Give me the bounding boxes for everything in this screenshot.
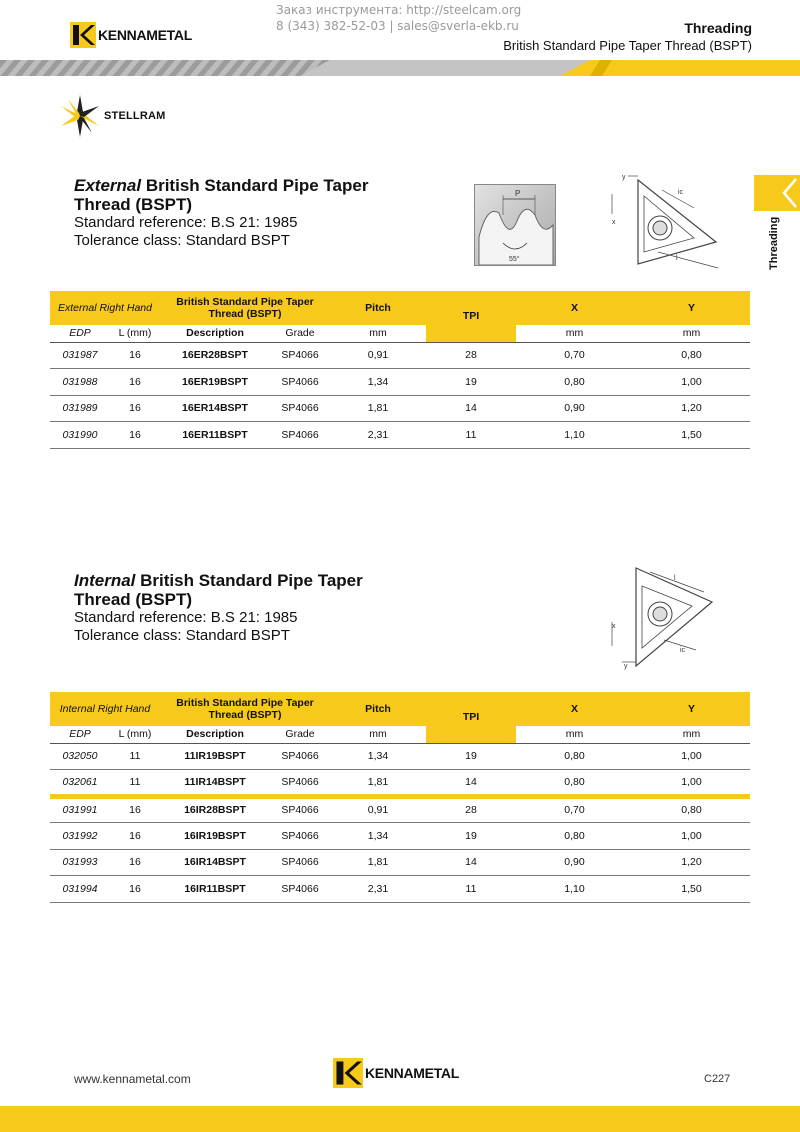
footer-kennametal-logo <box>333 1058 459 1088</box>
page-category: Threading <box>684 20 752 36</box>
cell-pitch: 1,34 <box>330 743 426 770</box>
internal-title: Internal British Standard Pipe Taper <box>74 571 363 590</box>
footer-website-link[interactable]: www.kennametal.com <box>74 1072 191 1086</box>
cell-tpi: 28 <box>426 342 516 369</box>
sub-header-grade: Grade <box>270 325 330 342</box>
page-number: C227 <box>704 1073 731 1085</box>
table-row <box>50 770 750 797</box>
cell-x: 0,80 <box>516 743 633 770</box>
cell-description: 16ER14BSPT <box>160 395 270 422</box>
cell-grade: SP4066 <box>270 796 330 823</box>
cell-x: 1,10 <box>516 422 633 449</box>
cell-y: 0,80 <box>633 342 750 369</box>
cell-tpi: 11 <box>426 422 516 449</box>
cell-pitch: 0,91 <box>330 342 426 369</box>
col-header-x: X <box>516 291 633 325</box>
cell-edp: 031990 <box>50 422 110 449</box>
col-header-description: British Standard Pipe Taper Thread (BSPT) <box>160 692 330 726</box>
external-insert-diagram <box>598 172 728 272</box>
sub-header-pitch-unit: mm <box>330 726 426 743</box>
cell-y: 1,20 <box>633 395 750 422</box>
cell-tpi: 19 <box>426 823 516 850</box>
diagram-label-x: x <box>612 219 616 226</box>
sub-header-edp: EDP <box>50 726 110 743</box>
cell-edp: 031991 <box>50 796 110 823</box>
cell-x: 0,90 <box>516 395 633 422</box>
cell-l: 16 <box>110 369 160 396</box>
external-reference: Standard reference: B.S 21: 1985 <box>74 214 298 231</box>
cell-edp: 031992 <box>50 823 110 850</box>
cell-grade: SP4066 <box>270 876 330 903</box>
table-row <box>50 796 750 823</box>
thread-profile-image <box>474 184 556 266</box>
cell-pitch: 1,81 <box>330 770 426 797</box>
external-table <box>50 291 750 449</box>
internal-reference: Standard reference: B.S 21: 1985 <box>74 609 298 626</box>
cell-edp: 031987 <box>50 342 110 369</box>
col-header-tpi: TPI <box>426 692 516 743</box>
cell-pitch: 2,31 <box>330 876 426 903</box>
watermark-line-2: 8 (343) 382-52-03 | sales@sverla-ekb.ru <box>276 19 519 33</box>
sub-header-pitch-unit: mm <box>330 325 426 342</box>
cell-y: 1,00 <box>633 743 750 770</box>
diagram-label-l: l <box>674 575 676 582</box>
external-title-line2: Thread (BSPT) <box>74 195 193 214</box>
sub-header-grade: Grade <box>270 726 330 743</box>
external-tolerance: Tolerance class: Standard BSPT <box>74 232 290 249</box>
diagram-label-l: l <box>676 255 678 262</box>
internal-tolerance: Tolerance class: Standard BSPT <box>74 627 290 644</box>
cell-edp: 031993 <box>50 849 110 876</box>
table-row <box>50 743 750 770</box>
cell-grade: SP4066 <box>270 422 330 449</box>
internal-insert-diagram <box>600 566 720 670</box>
cell-l: 16 <box>110 876 160 903</box>
cell-edp: 032050 <box>50 743 110 770</box>
cell-x: 0,70 <box>516 342 633 369</box>
cell-x: 0,80 <box>516 369 633 396</box>
cell-y: 1,20 <box>633 849 750 876</box>
cell-l: 16 <box>110 422 160 449</box>
cell-x: 0,70 <box>516 796 633 823</box>
table-row <box>50 422 750 449</box>
cell-edp: 031989 <box>50 395 110 422</box>
cell-l: 16 <box>110 395 160 422</box>
external-heading <box>74 176 368 250</box>
sub-header-x-unit: mm <box>516 726 633 743</box>
sub-header-l: L (mm) <box>110 726 160 743</box>
table-row <box>50 369 750 396</box>
kennametal-wordmark: KENNAMETAL <box>365 1065 459 1081</box>
header-stripe-bar <box>0 60 800 76</box>
stellram-logo <box>60 94 165 138</box>
diagram-label-x: x <box>612 623 616 630</box>
kennametal-k-icon <box>70 22 96 48</box>
diagram-label-ic: ic <box>680 647 686 654</box>
cell-edp: 031988 <box>50 369 110 396</box>
cell-grade: SP4066 <box>270 369 330 396</box>
cell-pitch: 1,34 <box>330 823 426 850</box>
side-tab[interactable] <box>754 175 800 211</box>
cell-l: 11 <box>110 770 160 797</box>
watermark <box>276 2 521 34</box>
cell-description: 16IR14BSPT <box>160 849 270 876</box>
cell-tpi: 28 <box>426 796 516 823</box>
cell-description: 11IR14BSPT <box>160 770 270 797</box>
cell-pitch: 1,81 <box>330 849 426 876</box>
cell-grade: SP4066 <box>270 849 330 876</box>
col-header-hand: External Right Hand <box>50 291 160 325</box>
col-header-pitch: Pitch <box>330 692 426 726</box>
table-row <box>50 342 750 369</box>
angle-label: 55° <box>509 256 520 263</box>
internal-title-line2: Thread (BSPT) <box>74 590 193 609</box>
cell-y: 1,00 <box>633 369 750 396</box>
cell-grade: SP4066 <box>270 770 330 797</box>
cell-edp: 031994 <box>50 876 110 903</box>
sub-header-edp: EDP <box>50 325 110 342</box>
side-tab-label: Threading <box>768 216 780 270</box>
cell-l: 11 <box>110 743 160 770</box>
cell-tpi: 19 <box>426 369 516 396</box>
cell-pitch: 1,34 <box>330 369 426 396</box>
col-header-description: British Standard Pipe Taper Thread (BSPT) <box>160 291 330 325</box>
sub-header-l: L (mm) <box>110 325 160 342</box>
cell-l: 16 <box>110 849 160 876</box>
cell-description: 16ER28BSPT <box>160 342 270 369</box>
page-subtitle: British Standard Pipe Taper Thread (BSPT) <box>503 38 752 53</box>
sub-header-y-unit: mm <box>633 726 750 743</box>
pitch-label: P <box>515 189 521 198</box>
cell-description: 16IR19BSPT <box>160 823 270 850</box>
col-header-tpi: TPI <box>426 291 516 342</box>
sub-header-description: Description <box>160 325 270 342</box>
kennametal-logo <box>70 22 192 48</box>
col-header-y: Y <box>633 291 750 325</box>
cell-l: 16 <box>110 823 160 850</box>
watermark-line-1: Заказ инструмента: http://steelcam.org <box>276 3 522 17</box>
col-header-hand: Internal Right Hand <box>50 692 160 726</box>
cell-tpi: 11 <box>426 876 516 903</box>
cell-tpi: 14 <box>426 770 516 797</box>
sub-header-y-unit: mm <box>633 325 750 342</box>
cell-y: 1,50 <box>633 422 750 449</box>
cell-grade: SP4066 <box>270 395 330 422</box>
chevron-left-icon <box>754 175 800 211</box>
cell-x: 0,90 <box>516 849 633 876</box>
footer-accent-bar <box>0 1106 800 1132</box>
cell-edp: 032061 <box>50 770 110 797</box>
cell-y: 0,80 <box>633 796 750 823</box>
diagram-label-y: y <box>622 174 626 181</box>
table-row <box>50 823 750 850</box>
sub-header-description: Description <box>160 726 270 743</box>
external-title: External British Standard Pipe Taper <box>74 176 369 195</box>
cell-pitch: 0,91 <box>330 796 426 823</box>
table-row <box>50 395 750 422</box>
cell-description: 11IR19BSPT <box>160 743 270 770</box>
diagram-label-ic: ic <box>678 189 684 196</box>
col-header-pitch: Pitch <box>330 291 426 325</box>
kennametal-wordmark: KENNAMETAL <box>98 27 192 43</box>
diagram-label-y: y <box>624 663 628 670</box>
cell-description: 16ER19BSPT <box>160 369 270 396</box>
table-row <box>50 876 750 903</box>
col-header-y: Y <box>633 692 750 726</box>
kennametal-k-icon <box>333 1058 363 1088</box>
stellram-star-icon <box>60 94 100 138</box>
table-row <box>50 849 750 876</box>
cell-tpi: 14 <box>426 849 516 876</box>
stellram-wordmark: STELLRAM <box>104 110 166 122</box>
cell-description: 16ER11BSPT <box>160 422 270 449</box>
internal-table <box>50 692 750 903</box>
cell-grade: SP4066 <box>270 823 330 850</box>
cell-y: 1,00 <box>633 770 750 797</box>
cell-l: 16 <box>110 796 160 823</box>
cell-x: 0,80 <box>516 823 633 850</box>
cell-y: 1,50 <box>633 876 750 903</box>
internal-heading <box>74 571 363 645</box>
cell-x: 0,80 <box>516 770 633 797</box>
cell-grade: SP4066 <box>270 743 330 770</box>
cell-l: 16 <box>110 342 160 369</box>
cell-pitch: 1,81 <box>330 395 426 422</box>
cell-tpi: 14 <box>426 395 516 422</box>
cell-description: 16IR28BSPT <box>160 796 270 823</box>
cell-pitch: 2,31 <box>330 422 426 449</box>
cell-y: 1,00 <box>633 823 750 850</box>
sub-header-x-unit: mm <box>516 325 633 342</box>
cell-description: 16IR11BSPT <box>160 876 270 903</box>
cell-x: 1,10 <box>516 876 633 903</box>
col-header-x: X <box>516 692 633 726</box>
cell-grade: SP4066 <box>270 342 330 369</box>
cell-tpi: 19 <box>426 743 516 770</box>
